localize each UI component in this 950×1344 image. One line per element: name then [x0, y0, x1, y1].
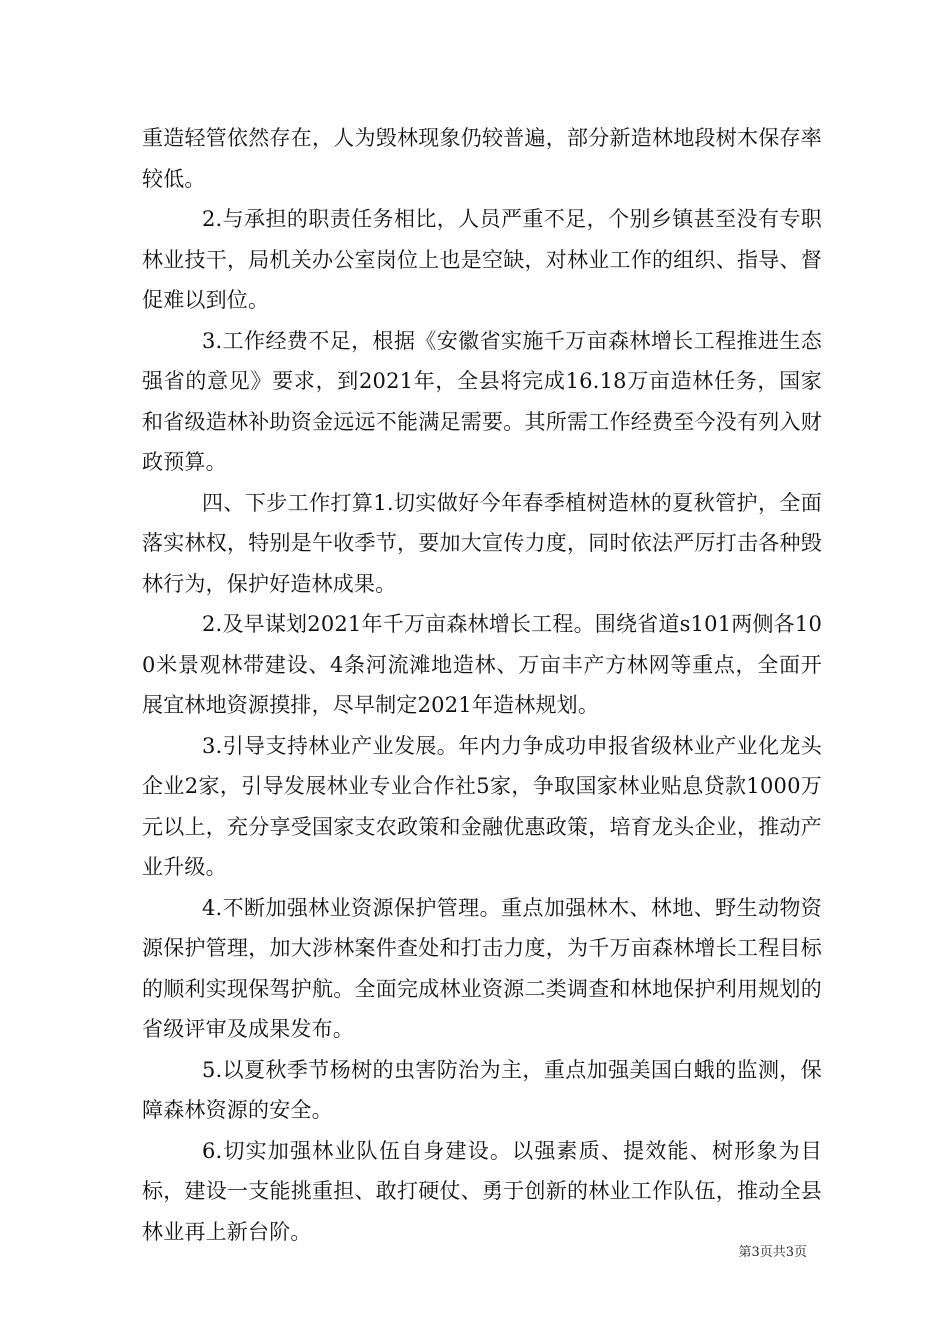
paragraph-6: 3.引导支持林业产业发展。年内力争成功申报省级林业产业化龙头企业2家，引导发展林业专业合作社5家，争取国家林业贴息贷款1000万元以上，充分享受国家支农政策和金融优惠政策，培育龙头企业，推动产业升级。: [142, 733, 822, 879]
paragraph-5: 2.及早谋划2021年千万亩森林增长工程。围绕省道s101两侧各100米景观林带建设、4条河流滩地造林、万亩丰产方林网等重点，全面开展宜林地资源摸排，尽早制定2021年造林规划。: [142, 612, 822, 717]
document-body: [142, 118, 822, 1252]
paragraph-2: 2.与承担的职责任务相比，人员严重不足，个别乡镇甚至没有专职林业技干，局机关办公室岗位上也是空缺，对林业工作的组织、指导、督促难以到位。: [142, 207, 822, 312]
paragraph-7: 4.不断加强林业资源保护管理。重点加强林木、林地、野生动物资源保护管理，加大涉林案件查处和打击力度，为千万亩森林增长工程目标的顺利实现保驾护航。全面完成林业资源二类调查和林地保护利用规划的省级评审及成果发布。: [142, 895, 822, 1041]
paragraph-1: 重造轻管依然存在，人为毁林现象仍较普遍，部分新造林地段树木保存率较低。: [142, 126, 822, 191]
paragraph-9: 6.切实加强林业队伍自身建设。以强素质、提效能、树形象为目标，建设一支能挑重担、敢打硬仗、勇于创新的林业工作队伍，推动全县林业再上新台阶。: [142, 1138, 822, 1244]
page-number-footer: 第3页共3页: [738, 1245, 807, 1260]
paragraph-8: 5.以夏秋季节杨树的虫害防治为主，重点加强美国白蛾的监测，保障森林资源的安全。: [142, 1057, 822, 1122]
paragraph-4: 四、下步工作打算1.切实做好今年春季植树造林的夏秋管护，全面落实林权，特别是午收季节，要加大宣传力度，同时依法严厉打击各种毁林行为，保护好造林成果。: [142, 490, 822, 596]
paragraph-3: 3.工作经费不足，根据《安徽省实施千万亩森林增长工程推进生态强省的意见》要求，到2021年，全县将完成16.18万亩造林任务，国家和省级造林补助资金远远不能满足需要。其所需工作经费至今没有列入财政预算。: [142, 328, 822, 474]
